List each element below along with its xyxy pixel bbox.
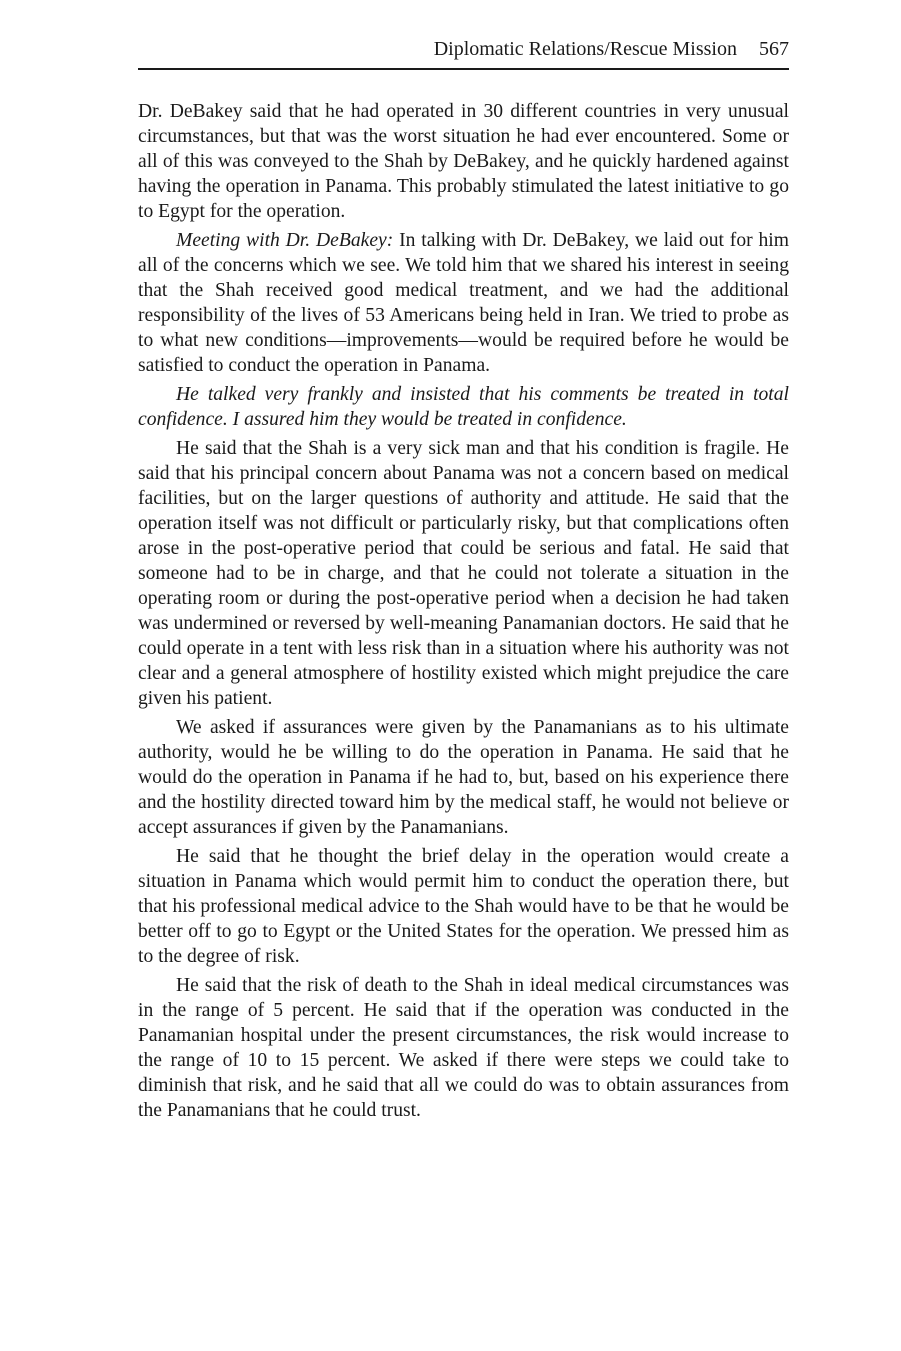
page-number: 567 [759, 38, 789, 60]
paragraph-5: We asked if assurances were given by the Panamanians as to his ultimate authority, would he be willing to do the operation in Panama. He said that he would do the operation in Panama if he had to, but, based on his experience there and the hostility directed toward him by the medical staff, he would not believe or accept assurances if given by the Panamanians. [138, 717, 789, 838]
paragraph-3: He talked very frankly and insisted that his comments be treated in total confidence. I assured him they would be treated in confidence. [138, 384, 789, 430]
paragraph-1: Dr. DeBakey said that he had operated in 30 different countries in very unusual circumstances, but that was the worst situation he had ever encountered. Some or all of this was conveyed to the Shah by DeBakey, and he quickly hardened against having the operation in Panama. This probably stimulated the latest initiative to go to Egypt for the operation. [138, 101, 789, 222]
paragraph-2-text: In talking with Dr. DeBakey, we laid out for him all of the concerns which we see. We told him that we shared his interest in seeing that the Shah received good medical treatment, and we had the additional responsibility of the lives of 53 Americans being held in Iran. We tried to probe as to what new conditions—improvements—would be required before he would be satisfied to conduct the operation in Panama. [138, 230, 789, 376]
body-text [138, 99, 789, 1123]
paragraph-7: He said that the risk of death to the Shah in ideal medical circumstances was in the range of 5 percent. He said that if the operation was conducted in the Panamanian hospital under the present circumstances, the risk would increase to the range of 10 to 15 percent. We asked if there were steps we could take to diminish that risk, and he said that all we could do was to obtain assurances from the Panamanians that he could trust. [138, 975, 789, 1121]
paragraph-4: He said that the Shah is a very sick man and that his condition is fragile. He said that his principal concern about Panama was not a concern based on medical facilities, but on the larger questions of authority and attitude. He said that the operation itself was not difficult or particularly risky, but that complications often arose in the post-operative period that could be serious and fatal. He said that someone had to be in charge, and that he could not tolerate a situation in the operating room or during the post-operative period when a decision he had taken was undermined or reversed by well-meaning Panamanian doctors. He said that he could operate in a tent with less risk than in a situation where his authority was not clear and a general atmosphere of hostility existed which might prejudice the care given his patient. [138, 438, 789, 709]
running-head [138, 36, 789, 70]
paragraph-2-lead-in: Meeting with Dr. DeBakey: [176, 230, 394, 251]
running-head-title: Diplomatic Relations/Rescue Mission [433, 38, 737, 60]
document-page [138, 36, 789, 1127]
paragraph-2 [138, 228, 789, 378]
paragraph-6: He said that he thought the brief delay in the operation would create a situation in Panama which would permit him to conduct the operation there, but that his professional medical advice to the Shah would have to be that he would be better off to go to Egypt or the United States for the operation. We pressed him as to the degree of risk. [138, 846, 789, 967]
